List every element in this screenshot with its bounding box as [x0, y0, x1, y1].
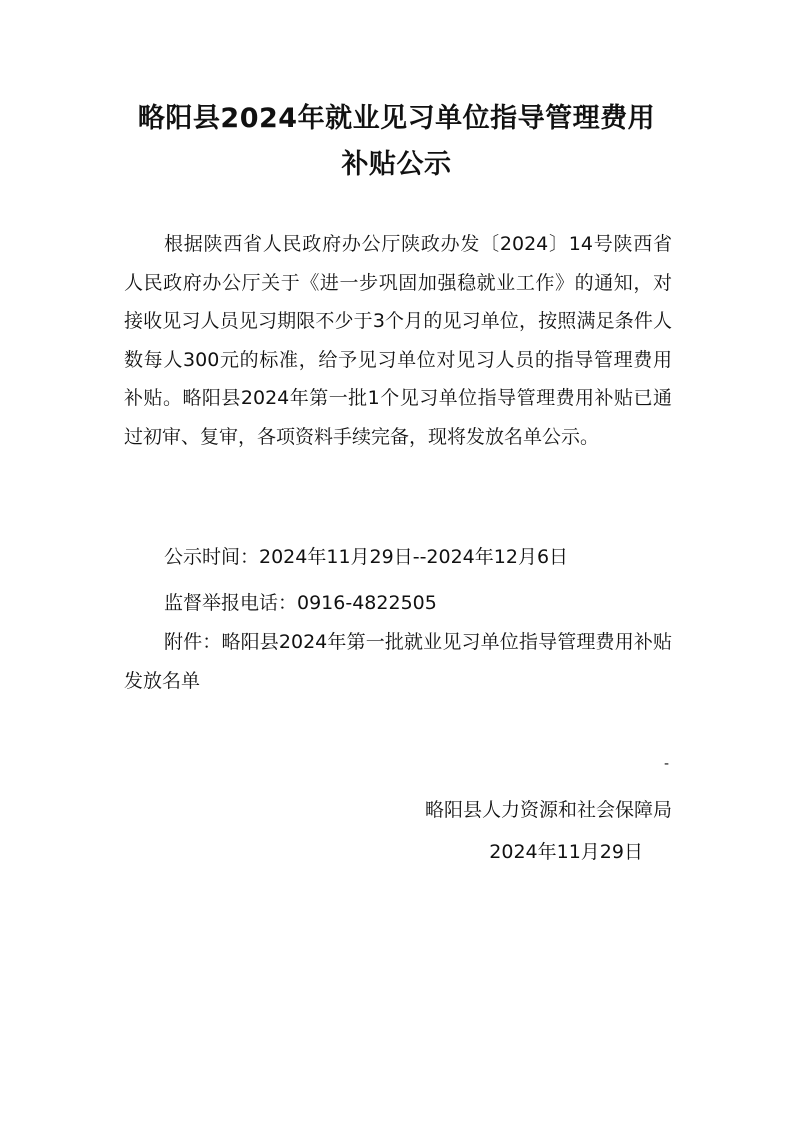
dash-mark: - — [664, 756, 670, 772]
issuer-name: 略阳县人力资源和社会保障局 — [424, 799, 672, 821]
title-line-1: 略阳县2024年就业见习单位指导管理费用 — [137, 103, 656, 134]
body-paragraph: 根据陕西省人民政府办公厅陕政办发〔2024〕14号陕西省人民政府办公厅关于《进一步巩固加强稳就业工作》的通知，对接收见习人员见习期限不少于3个月的见习单位，按照满足条件人数每人300元的标准，给予见习单位对见习人员的指导管理费用补贴。略阳县2024年第一批1个见习单位指导管理费用补贴已通过初审、复审，各项资料手续完备，现将发放名单公示。 — [124, 233, 672, 448]
document-title — [110, 96, 683, 188]
title-line-2: 补贴公示 — [341, 149, 452, 180]
hotline: 监督举报电话：0916-4822505 — [164, 592, 437, 614]
issue-date: 2024年11月29日 — [489, 841, 643, 863]
publicity-period: 公示时间：2024年11月29日--2024年12月6日 — [164, 546, 569, 568]
attachment-note: 附件：略阳县2024年第一批就业见习单位指导管理费用补贴发放名单 — [124, 631, 672, 692]
